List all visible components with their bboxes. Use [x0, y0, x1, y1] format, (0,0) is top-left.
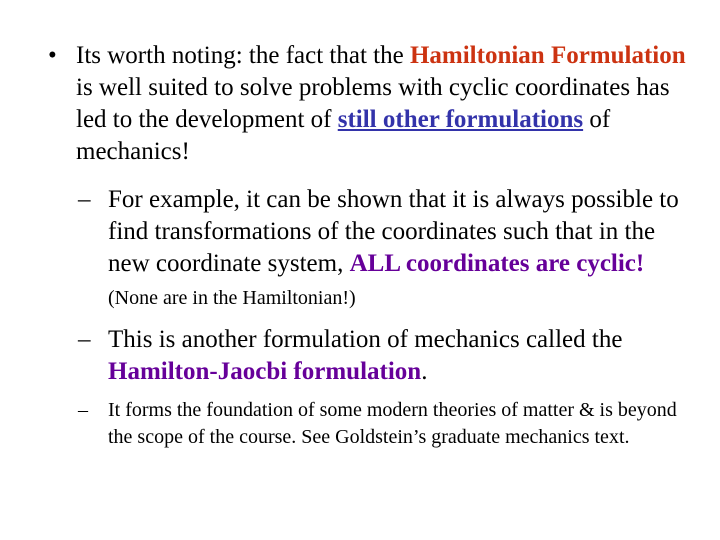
- all-coordinates-cyclic-highlight: ALL coordinates are cyclic!: [349, 250, 645, 277]
- dash-marker: –: [78, 186, 91, 213]
- dash-marker: –: [78, 326, 91, 353]
- main-bullet: [48, 40, 688, 168]
- sub-bullet-foundation: [78, 397, 688, 451]
- none-hamiltonian-note: (None are in the Hamiltonian!): [108, 287, 356, 309]
- sub-formulation-part1: This is another formulation of mechanics called the: [108, 326, 623, 353]
- hamiltonian-formulation-highlight: Hamiltonian Formulation: [409, 42, 686, 69]
- main-bullet-part2: is well suited to solve problems with cyclic coordinates has led to the development of: [76, 74, 670, 133]
- sub-bullet-formulation-text: [108, 324, 698, 388]
- sub-example-part1: For example, it can be shown that it is always possible to find transformations of the coordinates such that in the new coordinate system,: [108, 186, 679, 277]
- hamilton-jacobi-highlight: Hamilton-Jaocbi formulation: [108, 358, 422, 385]
- dash-marker: –: [78, 399, 88, 421]
- main-bullet-text: [76, 40, 688, 168]
- sub-bullet-example: [78, 184, 698, 314]
- sub-formulation-period: .: [421, 358, 428, 385]
- still-other-formulations-link[interactable]: still other formulations: [337, 106, 584, 133]
- main-bullet-part1: Its worth noting: the fact that the: [76, 42, 410, 69]
- main-bullet-part3: of mechanics!: [76, 106, 611, 165]
- bullet-marker: •: [48, 42, 57, 69]
- sub-bullet-formulation: [78, 324, 698, 388]
- sub-bullet-example-text: [108, 184, 698, 314]
- sub-bullet-foundation-text: It forms the foundation of some modern theories of matter & is beyond the scope of the course. See Goldstein’s graduate mechanics text.: [108, 399, 677, 448]
